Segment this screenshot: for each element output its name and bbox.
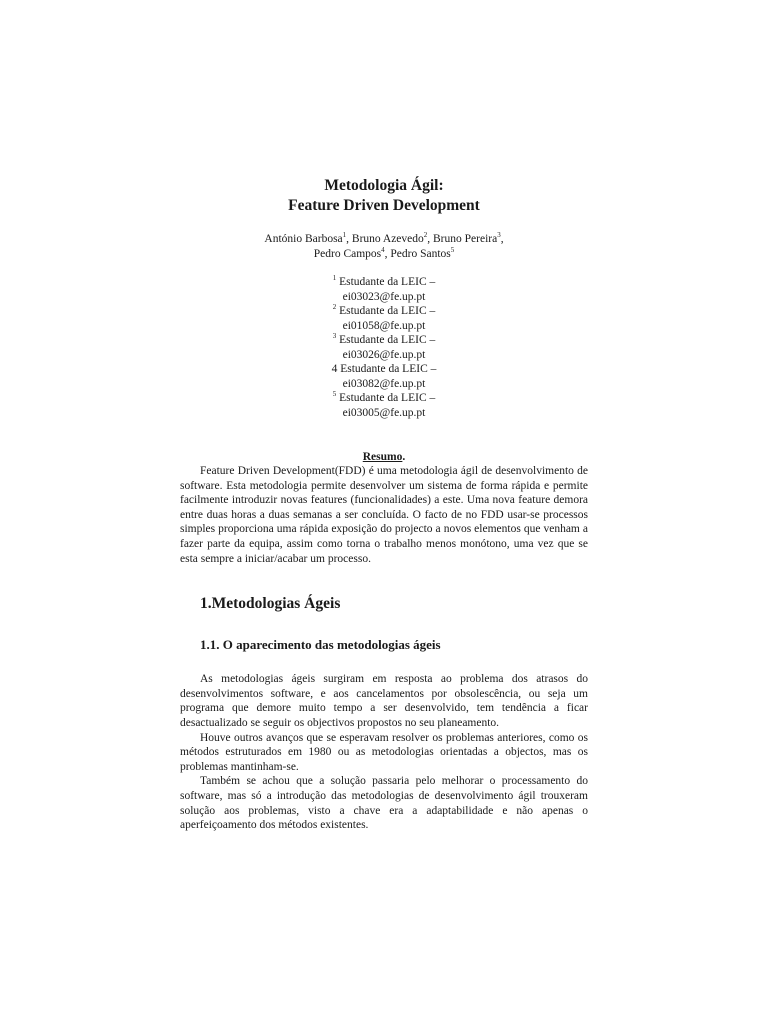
author-name: António Barbosa	[264, 233, 343, 245]
affiliation-list	[180, 275, 588, 420]
affiliation-label: Estudante da LEIC –	[339, 334, 436, 346]
affiliation-item	[180, 362, 588, 391]
author-name: Bruno Azevedo	[351, 233, 424, 245]
author-list	[180, 232, 588, 262]
affiliation-label: Estudante da LEIC –	[340, 363, 437, 375]
affiliation-mark: 5	[332, 390, 337, 399]
affiliation-item	[180, 304, 588, 333]
subsection-heading: 1.1. O aparecimento das metodologias ágeis	[200, 637, 441, 653]
abstract-heading-label: Resumo	[362, 451, 403, 463]
affiliation-email: ei03023@fe.up.pt	[342, 290, 426, 303]
section-heading: 1.Metodologias Ágeis	[200, 595, 341, 613]
author-name: Bruno Pereira	[433, 233, 498, 245]
author-line-end: ,	[500, 233, 504, 245]
author-line-2	[180, 247, 588, 262]
affiliation-mark: 2	[332, 303, 337, 312]
document-title-line-1: Metodologia Ágil:	[324, 177, 444, 194]
author-separator: ,	[384, 248, 391, 260]
affiliation-email: ei03026@fe.up.pt	[342, 348, 426, 361]
affiliation-label: Estudante da LEIC –	[339, 392, 436, 404]
affiliation-email: ei01058@fe.up.pt	[342, 319, 426, 332]
author-separator: ,	[427, 233, 434, 245]
affiliation-email: ei03005@fe.up.pt	[342, 406, 426, 419]
author-mark: 4	[381, 246, 385, 255]
affiliation-item	[180, 391, 588, 420]
title-block	[180, 176, 588, 216]
affiliation-label: Estudante da LEIC –	[339, 276, 436, 288]
affiliation-item	[180, 333, 588, 362]
affiliation-email: ei03082@fe.up.pt	[342, 377, 426, 390]
affiliation-item	[180, 275, 588, 304]
author-separator: ,	[346, 233, 352, 245]
author-name: Pedro Campos	[313, 248, 382, 260]
affiliation-label: Estudante da LEIC –	[339, 305, 436, 317]
author-mark: 1	[342, 231, 347, 240]
body-text	[180, 672, 588, 833]
author-mark: 5	[450, 246, 455, 255]
author-mark: 3	[497, 231, 501, 240]
author-mark: 2	[423, 231, 428, 240]
paragraph: Também se achou que a solução passaria pelo melhorar o processamento do software, mas só a introdução das metodologias de desenvolvimento ágil trouxeram solução aos problemas, visto a chave era a adaptabilidade e não apenas o aperfeiçoamento dos métodos existentes.	[180, 775, 588, 832]
paragraph: Houve outros avanços que se esperavam resolver os problemas anteriores, como os métodos estruturados em 1980 ou as metodologias orientadas a objectos, mas os problemas mantinham-se.	[180, 731, 588, 773]
affiliation-mark: 3	[332, 332, 337, 341]
abstract-heading	[180, 450, 588, 464]
document-title-line-2: Feature Driven Development	[288, 197, 480, 214]
paragraph: As metodologias ágeis surgiram em resposta ao problema dos atrasos do desenvolvimentos software, e aos cancelamentos por obsolescência, ou seja um programa que demore muito tempo a ser desenvolvido, tem tendência a ficar desactualizado se seguir os objectivos propostos no seu planeamento.	[180, 673, 588, 729]
affiliation-mark: 4	[331, 363, 338, 375]
affiliation-mark: 1	[332, 274, 337, 283]
document-page	[180, 176, 588, 833]
abstract-heading-suffix: .	[402, 451, 406, 463]
author-line-1	[180, 232, 588, 247]
abstract-text: Feature Driven Development(FDD) é uma metodologia ágil de desenvolvimento de software. Esta metodologia permite desenvolver um sistema de forma rápida e permite facilmente introduzir novas features (funcionalidades) a este. Uma nova feature demora entre duas horas a duas semanas a ser concluída. O facto de no FDD usar-se processos simples proporciona uma rápida exposição do projecto a novos elementos que venham a fazer parte da equipa, assim como torna o trabalho menos monótono, uma vez que se esta sempre a iniciar/acabar um processo.	[180, 465, 588, 565]
author-name: Pedro Santos	[390, 248, 451, 260]
